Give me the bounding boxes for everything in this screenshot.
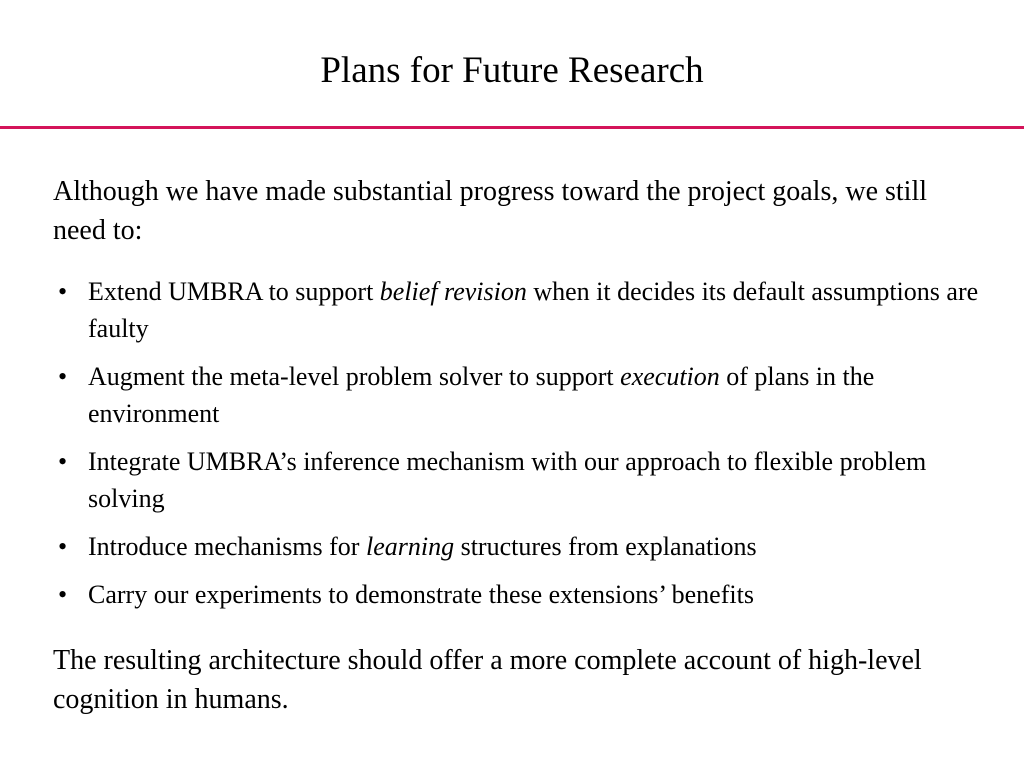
bullet-dot: •: [58, 447, 68, 476]
bullet-item-integrate: [53, 443, 983, 517]
bullet-dot: •: [58, 277, 68, 306]
bullet-text: Introduce mechanisms for: [88, 532, 366, 561]
bullet-item-execution: [53, 358, 983, 432]
bullet-text: Augment the meta-level problem solver to support: [88, 362, 621, 391]
bullet-text: when it decides its default assumptions are faulty: [88, 277, 979, 343]
bullet-emphasis: execution: [620, 362, 720, 391]
bullet-dot: •: [58, 580, 68, 609]
bullet-dot: •: [58, 362, 68, 391]
bullet-text: of plans in the environment: [88, 362, 875, 428]
bullet-emphasis: learning: [365, 532, 455, 561]
bullet-text: Integrate UMBRA’s inference mechanism with our approach to flexible problem solving: [88, 447, 927, 513]
bullet-item-experiments: [53, 576, 983, 613]
conclusion-paragraph: The resulting architecture should offer a more complete account of high-level cognition in humans.: [53, 645, 922, 715]
bullet-list: [53, 273, 983, 624]
bullet-emphasis: belief revision: [379, 277, 527, 306]
bullet-text: Carry our experiments to demonstrate these extensions’ benefits: [88, 580, 754, 609]
bullet-text: structures from explanations: [454, 532, 757, 561]
slide-title: Plans for Future Research: [320, 50, 704, 91]
bullet-item-belief-revision: [53, 273, 983, 347]
title-divider: [0, 126, 1024, 129]
bullet-dot: •: [58, 532, 68, 561]
bullet-item-learning: [53, 528, 983, 565]
intro-paragraph: Although we have made substantial progress toward the project goals, we still need to:: [53, 176, 928, 246]
bullet-text: Extend UMBRA to support: [88, 277, 380, 306]
